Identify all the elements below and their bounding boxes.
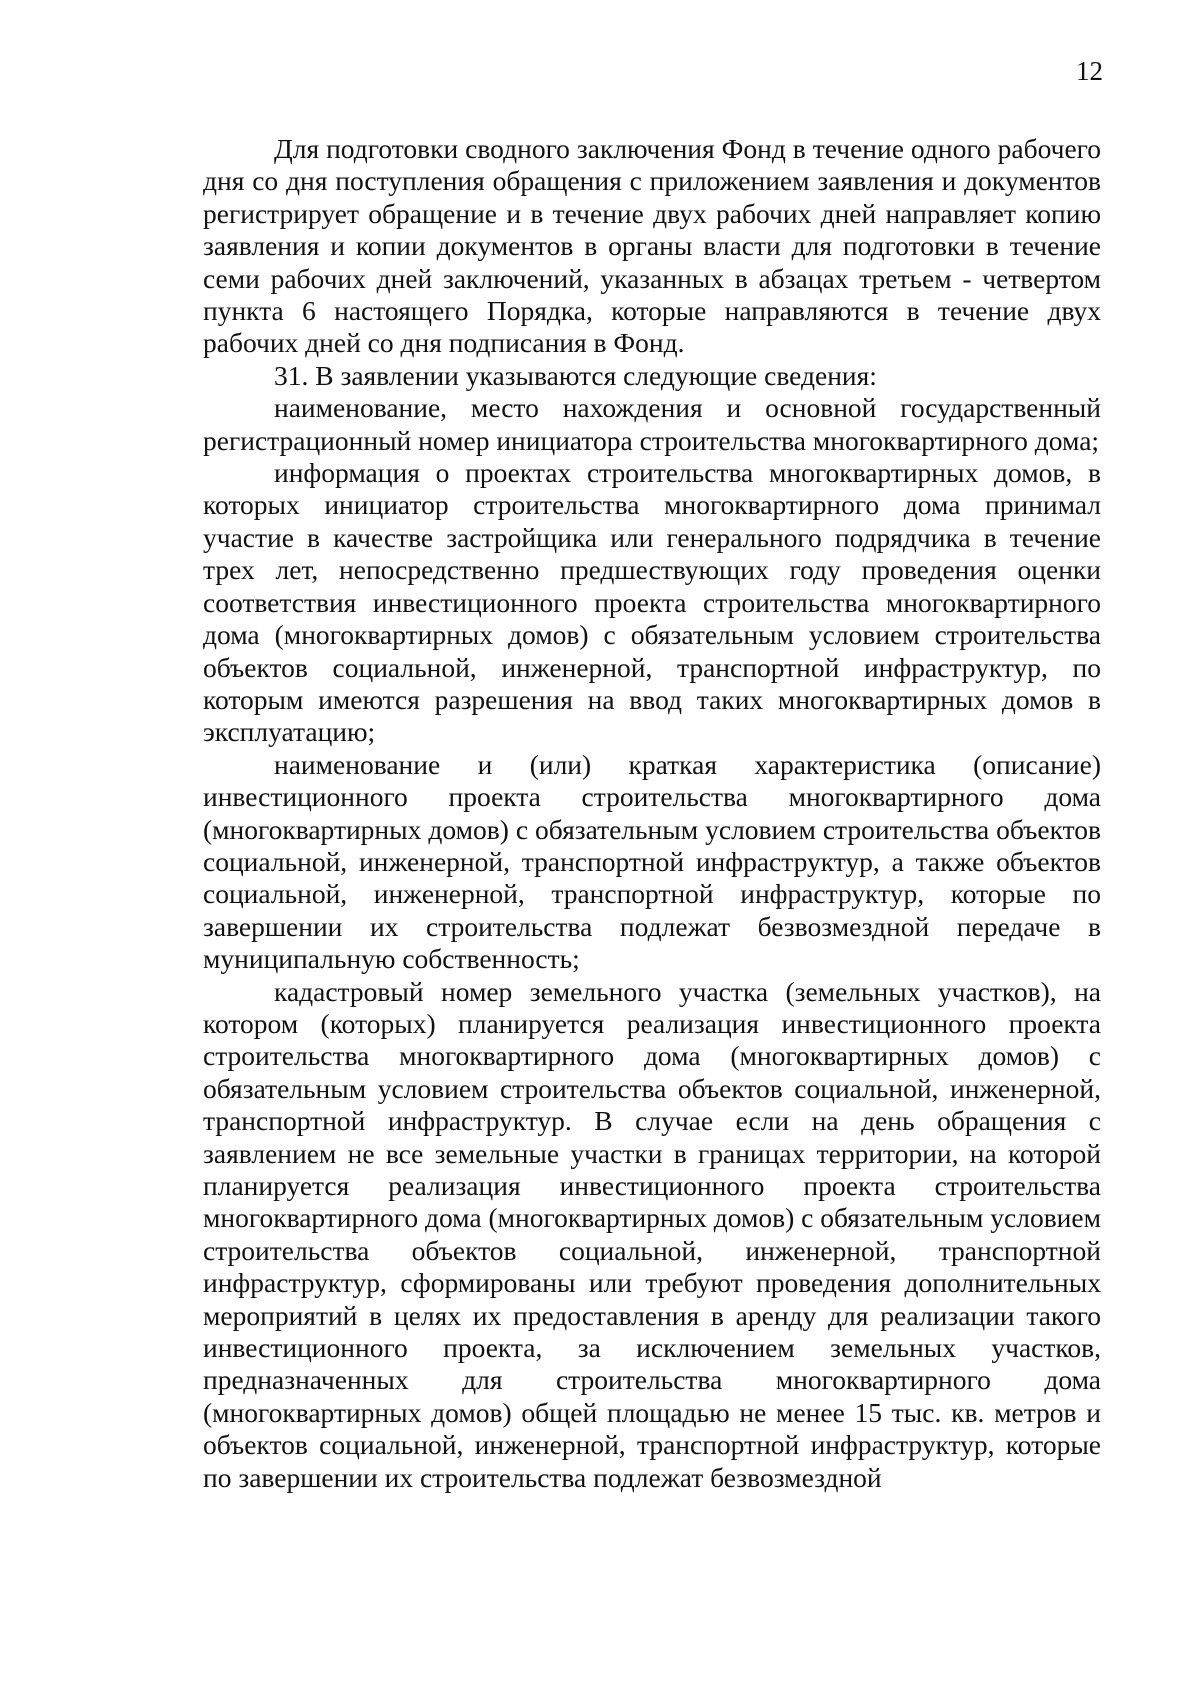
paragraph-item-31: 31. В заявлении указываются следующие сведения:: [274, 359, 877, 391]
paragraph-initiator-name: наименование, место нахождения и основной государственный регистрационный номер инициатора строительства многоквартирного дома;: [203, 392, 1101, 456]
paragraph-project-description: наименование и (или) краткая характеристика (описание) инвестиционного проекта строительства многоквартирного дома (многоквартирных домов) с обязательным условием строительства объектов социальной, инженерной, транспортной инфраструктур, а также объектов социальной, инженерной, транспортной инфраструктур, которые по завершении их строительства подлежат безвозмездной передаче в муниципальную собственность;: [203, 748, 1101, 975]
paragraph-cadastral-number: кадастровый номер земельного участка (земельных участков), на котором (которых) планируется реализация инвестиционного проекта строительства многоквартирного дома (многоквартирных домов) с обязательным условием строительства объектов социальной, инженерной, транспортной инфраструктур. В случае если на день обращения с заявлением не все земельные участки в границах территории, на которой планируется реализация инвестиционного проекта строительства многоквартирного дома (многоквартирных домов) с обязательным условием строительства объектов социальной, инженерной, транспортной инфраструктур, сформированы или требуют проведения дополнительных мероприятий в целях их предоставления в аренду для реализации такого инвестиционного проекта, за исключением земельных участков, предназначенных для строительства многоквартирного дома (многоквартирных домов) общей площадью не менее 15 тыс. кв. метров и объектов социальной, инженерной, транспортной инфраструктур, которые по завершении их строительства подлежат безвозмездной: [203, 975, 1101, 1493]
paragraph-projects-info: информация о проектах строительства многоквартирных домов, в которых инициатор строительства многоквартирного дома принимал участие в качестве застройщика или генерального подрядчика в течение трех лет, непосредственно предшествующих году проведения оценки соответствия инвестиционного проекта строительства многоквартирного дома (многоквартирных домов) с обязательным условием строительства объектов социальной, инженерной, транспортной инфраструктур, по которым имеются разрешения на ввод таких многоквартирных домов в эксплуатацию;: [203, 457, 1101, 748]
paragraph-summary-preparation: Для подготовки сводного заключения Фонд в течение одного рабочего дня со дня поступления обращения с приложением заявления и документов регистрирует обращение и в течение двух рабочих дней направляет копию заявления и копии документов в органы власти для подготовки в течение семи рабочих дней заключений, указанных в абзацах третьем - четвертом пункта 6 настоящего Порядка, которые направляются в течение двух рабочих дней со дня подписания в Фонд.: [203, 133, 1101, 359]
page-number: 12: [1076, 56, 1103, 86]
document-body: [203, 133, 1101, 1494]
